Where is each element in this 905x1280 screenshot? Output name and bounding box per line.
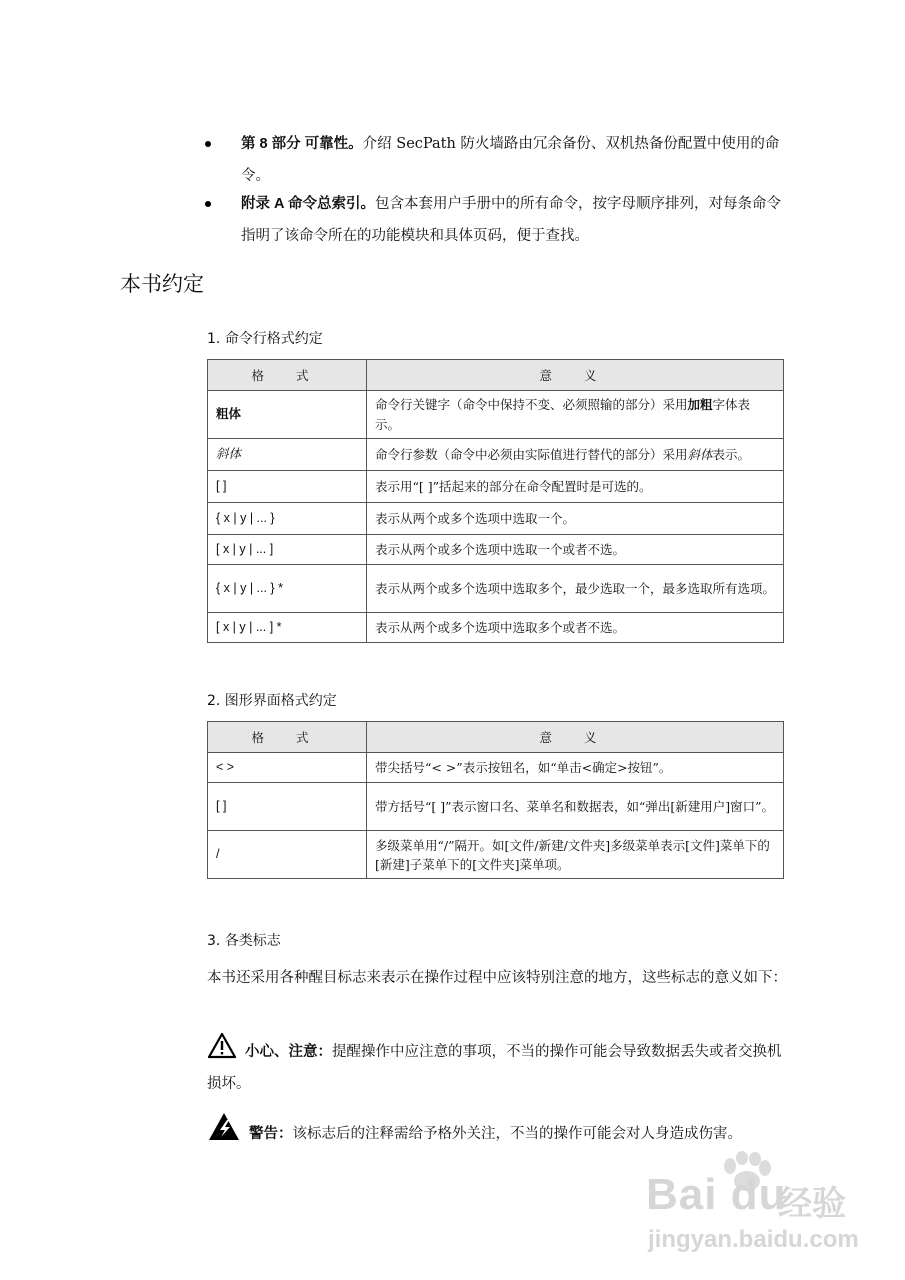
table2-title: 2. 图形界面格式约定 — [207, 693, 337, 709]
format-cell: 斜体 — [208, 439, 367, 471]
header-format: 格 式 — [208, 722, 367, 753]
meaning-cell: 带方括号“[ ]”表示窗口名、菜单名和数据表，如“弹出[新建用户]窗口”。 — [367, 783, 784, 831]
watermark-url: jingyan.baidu.com — [648, 1226, 859, 1253]
format-cell: 粗体 — [208, 391, 367, 439]
header-format: 格 式 — [208, 360, 367, 391]
watermark-brand-cn: 经验 — [778, 1184, 846, 1224]
warning-text: 该标志后的注释需给予格外关注，不当的操作可能会对人身造成伤害。 — [292, 1126, 742, 1142]
watermark-brand: Bai du — [646, 1170, 787, 1219]
bullet-text: 介绍 SecPath 防火墙路由冗余备份、双机热备份配置中使用的命令。 — [241, 136, 780, 184]
format-cell: < > — [208, 753, 367, 783]
gui-format-table — [207, 721, 784, 879]
table-row — [208, 471, 784, 503]
bullet-bold: 附录 A 命令总索引。 — [241, 196, 375, 212]
bullet-dot — [205, 201, 211, 207]
meaning-cell: 表示从两个或多个选项中选取一个或者不选。 — [367, 535, 784, 565]
table-row — [208, 565, 784, 613]
format-cell: { x | y | ... } * — [208, 565, 367, 613]
caution-text: 提醒操作中应注意的事项，不当的操作可能会导致数据丢失或者交换机损坏。 — [207, 1044, 782, 1092]
bullet-bold: 第 8 部分 可靠性。 — [241, 136, 363, 152]
table-row — [208, 831, 784, 879]
section-title: 本书约定 — [120, 272, 204, 296]
caution-triangle-icon — [207, 1032, 237, 1060]
signs-intro: 本书还采用各种醒目标志来表示在操作过程中应该特别注意的地方，这些标志的意义如下： — [207, 970, 787, 986]
format-cell: [ ] — [208, 471, 367, 503]
bullet-appendix-a — [205, 188, 785, 252]
caution-label: 小心、注意： — [245, 1044, 332, 1060]
table-header-row — [208, 722, 784, 753]
bullet-dot — [205, 141, 211, 147]
header-meaning: 意 义 — [367, 360, 784, 391]
format-cell: [ ] — [208, 783, 367, 831]
table-row — [208, 391, 784, 439]
caution-note — [207, 1036, 787, 1100]
meaning-cell: 表示从两个或多个选项中选取一个。 — [367, 503, 784, 535]
warning-hazard-icon — [207, 1110, 241, 1142]
table-row — [208, 439, 784, 471]
warning-note — [207, 1118, 787, 1150]
table-header-row — [208, 360, 784, 391]
meaning-cell: 多级菜单用“/”隔开。如[文件/新建/文件夹]多级菜单表示[文件]菜单下的[新建]子菜单下的[文件夹]菜单项。 — [367, 831, 784, 879]
table-row — [208, 753, 784, 783]
format-cell: { x | y | ... } — [208, 503, 367, 535]
table1-title: 1. 命令行格式约定 — [207, 331, 323, 347]
meaning-cell: 命令行关键字（命令中保持不变、必须照输的部分）采用加粗字体表示。 — [367, 391, 784, 439]
table-row — [208, 783, 784, 831]
meaning-cell: 表示从两个或多个选项中选取多个，最少选取一个，最多选取所有选项。 — [367, 565, 784, 613]
meaning-cell: 带尖括号“< >”表示按钮名，如“单击<确定>按钮”。 — [367, 753, 784, 783]
format-cell: [ x | y | ... ] * — [208, 613, 367, 643]
format-cell: / — [208, 831, 367, 879]
table-row — [208, 503, 784, 535]
table-row — [208, 613, 784, 643]
meaning-cell: 表示从两个或多个选项中选取多个或者不选。 — [367, 613, 784, 643]
command-format-table — [207, 359, 784, 643]
table-row — [208, 535, 784, 565]
format-cell: [ x | y | ... ] — [208, 535, 367, 565]
warning-label: 警告： — [249, 1126, 293, 1142]
header-meaning: 意 义 — [367, 722, 784, 753]
signs-title: 3. 各类标志 — [207, 933, 281, 949]
meaning-cell: 表示用“[ ]”括起来的部分在命令配置时是可选的。 — [367, 471, 784, 503]
bullet-part8 — [205, 128, 785, 192]
bullet-text: 包含本套用户手册中的所有命令，按字母顺序排列，对每条命令指明了该命令所在的功能模块和具体页码，便于查找。 — [241, 196, 781, 244]
meaning-cell: 命令行参数（命令中必须由实际值进行替代的部分）采用斜体表示。 — [367, 439, 784, 471]
